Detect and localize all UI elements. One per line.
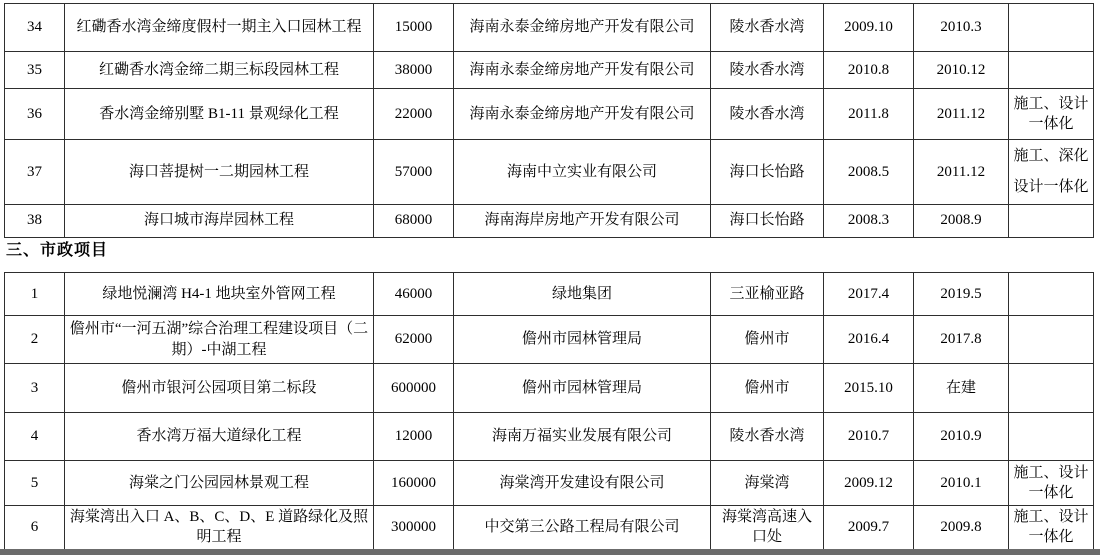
cell-start-date: 2010.8 (824, 52, 914, 89)
cell-serial: 2 (5, 316, 65, 364)
cell-company: 中交第三公路工程局有限公司 (454, 506, 711, 550)
cell-start-date: 2015.10 (824, 364, 914, 413)
cell-end-date: 2011.12 (914, 89, 1009, 140)
cell-location: 陵水香水湾 (711, 413, 824, 461)
cell-amount: 12000 (374, 413, 454, 461)
cell-company: 儋州市园林管理局 (454, 364, 711, 413)
table-row (5, 4, 1094, 52)
cell-amount: 38000 (374, 52, 454, 89)
section-title: 三、市政项目 (6, 242, 109, 259)
cell-amount: 15000 (374, 4, 454, 52)
cell-end-date: 2019.5 (914, 273, 1009, 316)
cell-note (1009, 4, 1094, 52)
cell-location: 海口长怡路 (711, 140, 824, 205)
cell-location: 海棠湾高速入口处 (711, 506, 824, 550)
cell-end-date: 2010.1 (914, 461, 1009, 506)
garden-projects-table (4, 3, 1094, 238)
cell-serial: 38 (5, 204, 65, 237)
cell-amount: 62000 (374, 316, 454, 364)
cell-start-date: 2017.4 (824, 273, 914, 316)
cell-start-date: 2009.7 (824, 506, 914, 550)
cell-location: 海口长怡路 (711, 204, 824, 237)
cell-end-date: 在建 (914, 364, 1009, 413)
cell-note (1009, 413, 1094, 461)
cell-amount: 46000 (374, 273, 454, 316)
cell-location: 陵水香水湾 (711, 52, 824, 89)
cell-company: 海棠湾开发建设有限公司 (454, 461, 711, 506)
cell-company: 海南永泰金缔房地产开发有限公司 (454, 52, 711, 89)
cell-note: 施工、深化设计一体化 (1009, 140, 1094, 205)
cell-end-date: 2010.9 (914, 413, 1009, 461)
cell-project-name: 香水湾万福大道绿化工程 (65, 413, 374, 461)
cell-project-name: 海口城市海岸园林工程 (65, 204, 374, 237)
cell-project-name: 儋州市银河公园项目第二标段 (65, 364, 374, 413)
cell-note (1009, 273, 1094, 316)
municipal-projects-table (4, 272, 1094, 550)
cell-company: 海南永泰金缔房地产开发有限公司 (454, 4, 711, 52)
cell-serial: 5 (5, 461, 65, 506)
cell-note (1009, 204, 1094, 237)
cell-end-date: 2008.9 (914, 204, 1009, 237)
cell-end-date: 2017.8 (914, 316, 1009, 364)
cell-amount: 160000 (374, 461, 454, 506)
cell-project-name: 海口菩提树一二期园林工程 (65, 140, 374, 205)
cell-serial: 6 (5, 506, 65, 550)
cell-project-name: 红磡香水湾金缔二期三标段园林工程 (65, 52, 374, 89)
cell-note (1009, 316, 1094, 364)
cell-note (1009, 52, 1094, 89)
cell-start-date: 2009.12 (824, 461, 914, 506)
cell-location: 三亚榆亚路 (711, 273, 824, 316)
cell-serial: 4 (5, 413, 65, 461)
table-row (5, 506, 1094, 550)
cell-company: 海南万福实业发展有限公司 (454, 413, 711, 461)
cell-location: 海棠湾 (711, 461, 824, 506)
cell-location: 儋州市 (711, 316, 824, 364)
cell-serial: 35 (5, 52, 65, 89)
cell-project-name: 香水湾金缔别墅 B1-11 景观绿化工程 (65, 89, 374, 140)
cell-location: 儋州市 (711, 364, 824, 413)
cell-end-date: 2010.12 (914, 52, 1009, 89)
table-row (5, 413, 1094, 461)
cell-project-name: 红磡香水湾金缔度假村一期主入口园林工程 (65, 4, 374, 52)
cell-note: 施工、设计一体化 (1009, 89, 1094, 140)
cell-serial: 1 (5, 273, 65, 316)
cell-end-date: 2009.8 (914, 506, 1009, 550)
cell-start-date: 2011.8 (824, 89, 914, 140)
cell-location: 陵水香水湾 (711, 89, 824, 140)
table-row (5, 273, 1094, 316)
table-row (5, 52, 1094, 89)
cell-project-name: 绿地悦澜湾 H4-1 地块室外管网工程 (65, 273, 374, 316)
cell-company: 儋州市园林管理局 (454, 316, 711, 364)
table-row (5, 316, 1094, 364)
cell-note: 施工、设计一体化 (1009, 506, 1094, 550)
table-row (5, 364, 1094, 413)
cell-end-date: 2011.12 (914, 140, 1009, 205)
cell-amount: 68000 (374, 204, 454, 237)
bottom-window-edge (0, 549, 1100, 555)
table-row (5, 140, 1094, 205)
cell-note: 施工、设计一体化 (1009, 461, 1094, 506)
cell-project-name: 海棠湾出入口 A、B、C、D、E 道路绿化及照明工程 (65, 506, 374, 550)
table-row (5, 89, 1094, 140)
cell-company: 海南永泰金缔房地产开发有限公司 (454, 89, 711, 140)
table-row (5, 461, 1094, 506)
cell-amount: 300000 (374, 506, 454, 550)
cell-amount: 57000 (374, 140, 454, 205)
cell-serial: 3 (5, 364, 65, 413)
cell-end-date: 2010.3 (914, 4, 1009, 52)
cell-company: 绿地集团 (454, 273, 711, 316)
cell-project-name: 海棠之门公园园林景观工程 (65, 461, 374, 506)
cell-serial: 37 (5, 140, 65, 205)
table-row (5, 204, 1094, 237)
cell-project-name: 儋州市“一河五湖”综合治理工程建设项目（二期）-中湖工程 (65, 316, 374, 364)
cell-amount: 600000 (374, 364, 454, 413)
cell-location: 陵水香水湾 (711, 4, 824, 52)
cell-start-date: 2008.5 (824, 140, 914, 205)
cell-start-date: 2009.10 (824, 4, 914, 52)
cell-company: 海南海岸房地产开发有限公司 (454, 204, 711, 237)
cell-serial: 36 (5, 89, 65, 140)
cell-note (1009, 364, 1094, 413)
cell-start-date: 2008.3 (824, 204, 914, 237)
cell-start-date: 2016.4 (824, 316, 914, 364)
cell-serial: 34 (5, 4, 65, 52)
cell-amount: 22000 (374, 89, 454, 140)
cell-start-date: 2010.7 (824, 413, 914, 461)
cell-company: 海南中立实业有限公司 (454, 140, 711, 205)
